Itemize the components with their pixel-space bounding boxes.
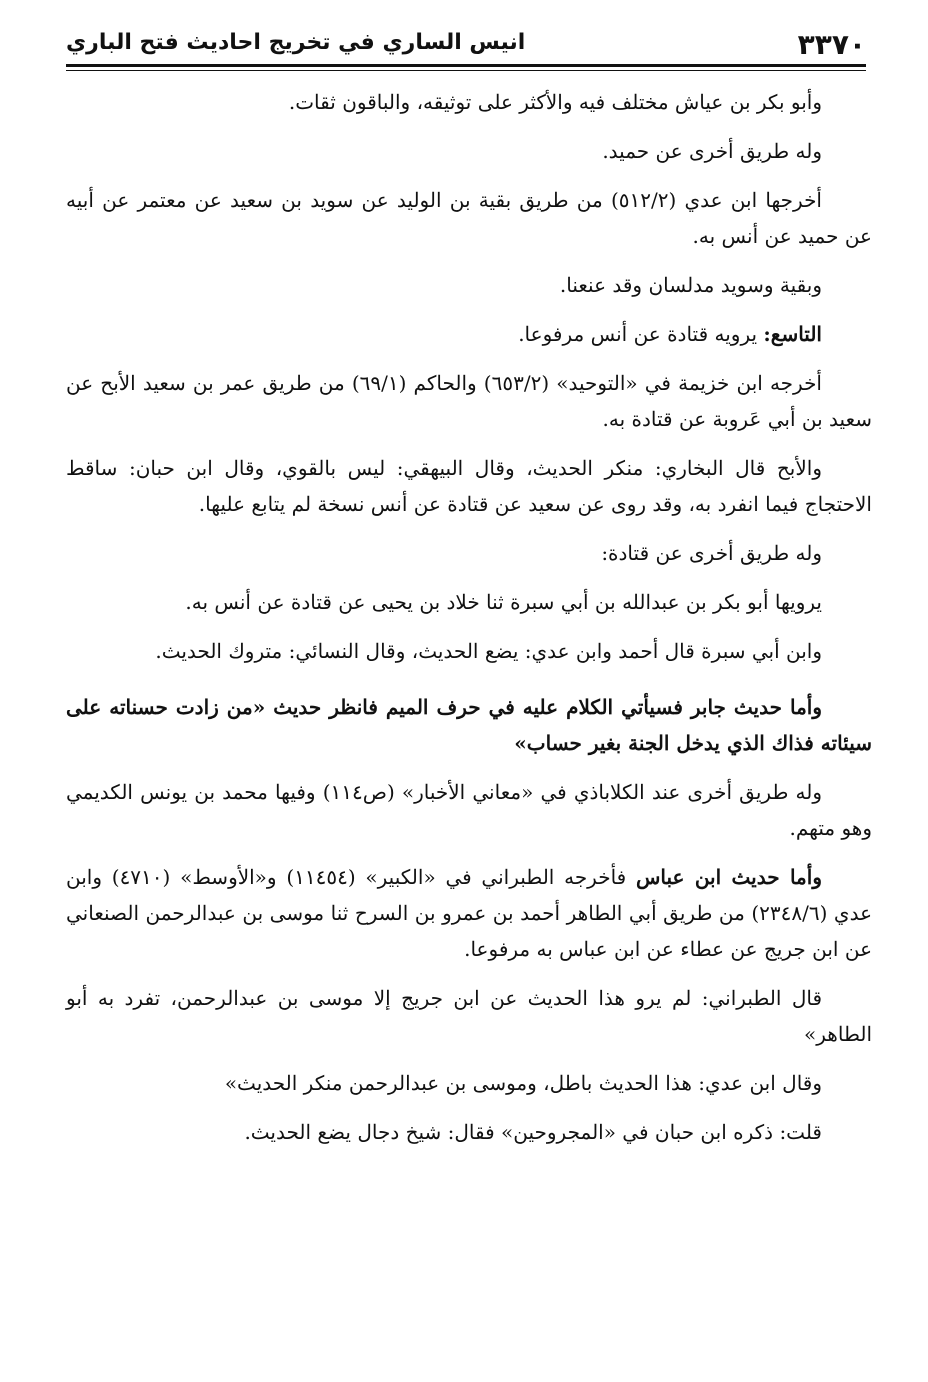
page-header: [66, 22, 866, 66]
paragraph-text: وله طريق أخرى عن قتادة:: [601, 541, 822, 565]
paragraph-text: وابن أبي سبرة قال أحمد وابن عدي: يضع الحديث، وقال النسائي: متروك الحديث.: [155, 639, 822, 663]
paragraph-text: أخرجه ابن خزيمة في «التوحيد» (٦٥٣/٢) والحاكم (٦٩/١) من طريق عمر بن سعيد الأبح عن سعيد بن أبي عَروبة عن قتادة به.: [66, 371, 872, 431]
paragraph-text: وقال ابن عدي: هذا الحديث باطل، وموسى بن عبدالرحمن منكر الحديث»: [224, 1071, 822, 1095]
paragraph: [66, 450, 872, 522]
paragraph-text: قلت: ذكره ابن حبان في «المجروحين» فقال: شيخ دجال يضع الحديث.: [244, 1120, 822, 1144]
paragraph-text: يرويه قتادة عن أنس مرفوعا.: [518, 322, 764, 346]
paragraph: [66, 859, 872, 967]
paragraph: [66, 133, 872, 169]
paragraph: [66, 584, 872, 620]
paragraph: [66, 267, 872, 303]
paragraph-text: فأخرجه الطبراني في «الكبير» (١١٤٥٤) و«الأوسط» (٤٧١٠) وابن عدي (٢٣٤٨/٦) من طريق أبي الطاهر أحمد بن عمرو بن السرح ثنا موسى بن عبدالرحمن الصنعاني عن ابن جريج عن عطاء عن ابن عباس به مرفوعا.: [66, 865, 872, 961]
header-rule: [66, 64, 866, 67]
body-text: [66, 84, 872, 1163]
page-number: ٣٣٧٠: [797, 28, 866, 61]
paragraph-text: قال الطبراني: لم يرو هذا الحديث عن ابن جريج إلا موسى بن عبدالرحمن، تفرد به أبو الطاهر»: [66, 986, 872, 1046]
paragraph-lead: التاسع:: [763, 322, 822, 346]
paragraph: [66, 535, 872, 571]
paragraph-lead: وأما حديث ابن عباس: [636, 865, 822, 889]
paragraph: [66, 84, 872, 120]
paragraph: [66, 182, 872, 254]
paragraph-text: والأبح قال البخاري: منكر الحديث، وقال البيهقي: ليس بالقوي، وقال ابن حبان: ساقط الاحتجاج فيما انفرد به، وقد روى عن سعيد عن قتادة عن أنس نسخة لم يتابع عليها.: [66, 456, 872, 516]
paragraph-text: وله طريق أخرى عند الكلاباذي في «معاني الأخبار» (ص١١٤) وفيها محمد بن يونس الكديمي وهو متهم.: [66, 780, 872, 840]
paragraph: [66, 633, 872, 669]
paragraph: [66, 316, 872, 352]
paragraph-text: وأبو بكر بن عياش مختلف فيه والأكثر على توثيقه، والباقون ثقات.: [288, 90, 822, 114]
paragraph: [66, 1065, 872, 1101]
paragraph-text: وله طريق أخرى عن حميد.: [602, 139, 822, 163]
paragraph-text: وبقية وسويد مدلسان وقد عنعنا.: [559, 273, 822, 297]
paragraph-text: أخرجها ابن عدي (٥١٢/٢) من طريق بقية بن الوليد عن سويد بن سعيد عن معتمر عن أبيه عن حميد عن أنس به.: [66, 188, 872, 248]
paragraph: [66, 980, 872, 1052]
running-title: انيس الساري في تخريج احاديث فتح الباري: [66, 30, 526, 55]
paragraph-text: وأما حديث جابر فسيأتي الكلام عليه في حرف الميم فانظر حديث «من زادت حسناته على سيئاته فذاك الذي يدخل الجنة بغير حساب»: [66, 695, 872, 755]
paragraph: [66, 1114, 872, 1150]
header-rule-thin: [66, 70, 866, 71]
paragraph: [66, 774, 872, 846]
paragraph: [66, 365, 872, 437]
paragraph-bold: [66, 689, 872, 761]
paragraph-text: يرويها أبو بكر بن عبدالله بن أبي سبرة ثنا خلاد بن يحيى عن قتادة عن أنس به.: [185, 590, 822, 614]
